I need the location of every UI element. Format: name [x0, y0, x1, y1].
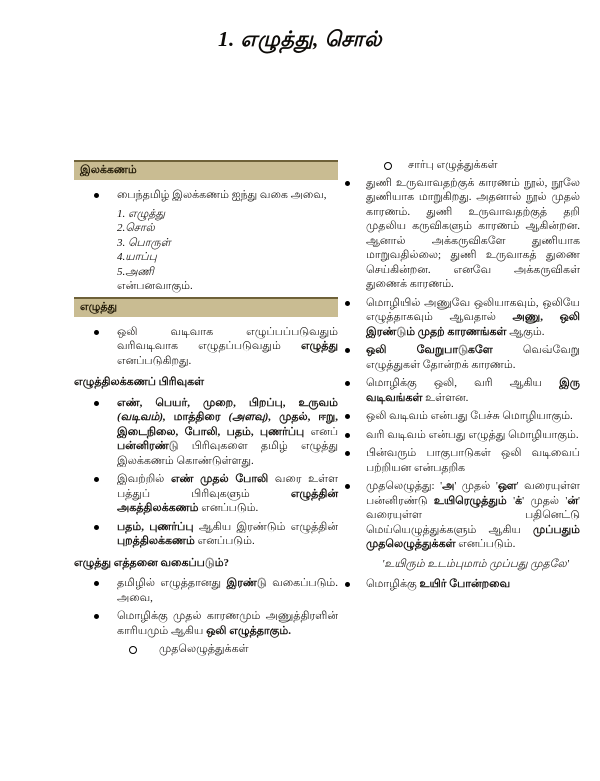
text-run: எழுத்தின் அகத்திலக்கணம் [117, 487, 338, 514]
text-run: சார்பு எழுத்துக்கள் [408, 159, 498, 171]
bullet-text [366, 377, 580, 404]
sub-bullet-item [344, 158, 580, 173]
text-run: எண் முதல் போலி [170, 473, 269, 485]
bullet-item [74, 472, 338, 516]
bullet-item [344, 176, 580, 292]
text-run: எனப் [304, 425, 339, 438]
text-run: தமிழில் எழுத்தானது [117, 577, 227, 589]
circle-bullet-icon [129, 646, 137, 654]
bullet-text [366, 410, 573, 422]
bullet-dot-icon [94, 525, 99, 530]
list-line: என்பனவாகும். [117, 280, 193, 292]
page-title: 1. எழுத்து, சொல் [217, 27, 383, 51]
circle-bullet-icon [384, 162, 392, 170]
sub-bullet-item [74, 642, 338, 657]
text-run: வரை உள்ள பத்துப் பிரிவுகளும் [117, 473, 338, 500]
bullet-dot-icon [345, 301, 350, 306]
text-run: மொழிக்கு [366, 578, 420, 590]
bullet-dot-icon [94, 401, 99, 406]
text-run: முதலெழுத்து: ' [366, 480, 443, 492]
bullet-dot-icon [94, 614, 99, 619]
text-run: எண், பெயர், முறை, பிறப்பு, உருவம் [117, 396, 338, 409]
text-run: பதம், புணர்ப்பு [117, 520, 194, 533]
text-run: முதல், ஈறு, இடைநிலை, போலி, பதம், புணர்ப்பு [117, 411, 338, 438]
sub-bullet-text [408, 159, 498, 171]
text-run: ' வரையுள்ள பதினெட்டு மெய்யெழுத்துக்களும் ஆகிய [366, 494, 580, 536]
bullet-item [74, 325, 338, 369]
bullet-item [344, 577, 580, 592]
text-run: அ [442, 480, 455, 492]
bullet-text [366, 344, 580, 371]
bullet-dot-icon [345, 433, 350, 438]
text-run: இரண்டு [226, 577, 267, 589]
text-run: பிரிவுகளை தமிழ் எழுத்து இலக்கணம் கொண்டுள்ளது. [117, 440, 338, 467]
bullet-item [344, 446, 580, 475]
text-run: உயிர் போன்றவை [419, 578, 511, 590]
text-run: ' வரையுள்ள பன்னிரண்டு [366, 480, 580, 507]
text-run: 'உயிரும் உடம்புமாம் முப்பது முதலே' [382, 557, 569, 570]
text-run: ன் [567, 494, 579, 507]
bullet-item [344, 479, 580, 552]
text-run: எனப்படும். [455, 538, 516, 550]
quote-line [344, 557, 580, 572]
bullet-text [366, 578, 510, 590]
bullet-dot-icon [94, 581, 99, 586]
list-line: 3. பொருள் [117, 236, 171, 249]
text-run: ஔ [497, 480, 517, 492]
text-run: ஒலி வடிவம் என்பது பேச்சு மொழியாகும். [366, 410, 573, 422]
text-run: துணி உருவாவதற்குக் காரணம் நூல், நூலே துணியாக மாறுகிறது. அதனால் நூல் முதல் காரணம். துணி உருவாவதற்குத் தறி முதலிய கருவிகளும் காரணம் ஆகின்றன. ஆனால் அக்கருவிகளே துணியாக மாறுவதில்லை; துணி உருவாகத் துணை செய்கின்றன. எனவே அக்கருவிகள் துணைக் காரணம். [366, 176, 580, 290]
bullet-item [344, 409, 580, 424]
bullet-text [366, 447, 580, 474]
text-run: ஆகும். [506, 325, 545, 338]
bullet-item [74, 396, 338, 469]
text-run: வகைப்படும். அவை, [117, 577, 338, 604]
text-run: இரு வடிவங்கள் [366, 377, 580, 404]
bullet-dot-icon [345, 484, 350, 489]
column-left [74, 158, 338, 660]
bullet-item [344, 428, 580, 443]
text-run: மொழிக்கு முதல் காரணமும் அணுத்திரளின் காரியமும் ஆகிய [117, 610, 338, 637]
list-line: 2.சொல் [117, 222, 155, 234]
bullet-dot-icon [345, 414, 350, 419]
text-run: உள்ளன. [422, 391, 469, 404]
list-line: 5.அணி [117, 265, 154, 278]
bullet-text [117, 610, 338, 637]
bullet-text [117, 473, 338, 514]
bullet-text [366, 480, 580, 550]
text-run: முதலெழுத்துக்கள் [159, 643, 249, 655]
text-run: மொழியில் அணுவே ஒலியாகவும், ஒலியே எழுத்தாகவும் ஆவதால் [366, 296, 580, 323]
text-run: ஒலி வடிவாக எழுப்பப்படுவதும் வரிவடிவாக எழுதப்படுவதும் [117, 325, 338, 352]
text-run: (அளவு), [228, 411, 272, 423]
text-run: மொழிக்கு ஒலி, வரி ஆகிய [366, 377, 560, 389]
text-run: க் [515, 494, 523, 507]
section-header-bar [74, 160, 338, 180]
section-header-label: இலக்கணம் [80, 164, 137, 176]
bullet-dot-icon [345, 381, 350, 386]
text-run: எனப்படுகிறது. [117, 354, 192, 367]
text-run: எனப்படும். [194, 535, 255, 547]
bullet-text [117, 189, 327, 201]
bullet-item [344, 296, 580, 340]
bullet-dot-icon [345, 181, 350, 186]
text-run: ஒலி எழுத்தாகும். [206, 624, 291, 637]
bullet-item [74, 520, 338, 549]
bullet-text [117, 577, 338, 604]
section-header-label: எழுத்து [80, 300, 118, 313]
bullet-item [74, 188, 338, 203]
text-run: ஆகிய இரண்டும் எழுத்தின் [193, 520, 338, 533]
text-run: பின்வரும் பாகுபாடுகள் ஒலி வடிவைப் பற்றியன என்பதறிக [366, 447, 580, 474]
text-run: ஒலி வேறுபாடுகளே [366, 344, 493, 356]
sub-bullet-text [159, 643, 249, 655]
sub-heading: எழுத்திலக்கணப் பிரிவுகள் [74, 376, 205, 388]
text-run: வெவ்வேறு எழுத்துகள் தோன்றக் காரணம். [366, 344, 580, 371]
bullet-dot-icon [94, 477, 99, 482]
text-run: எழுத்து [300, 340, 338, 352]
bullet-text [117, 397, 338, 467]
numbered-list [74, 207, 338, 294]
text-run: ' [506, 494, 516, 507]
bullet-dot-icon [94, 330, 99, 335]
text-run: பைந்தமிழ் இலக்கணம் ஐந்து வகை அவை, [117, 189, 327, 201]
bullet-text [366, 177, 580, 291]
text-run: (வடிவம்), [117, 411, 166, 423]
bullet-item [74, 576, 338, 605]
sub-heading: எழுத்து எத்தனை வகைப்படும்? [74, 556, 230, 569]
section-header-bar [74, 297, 338, 317]
text-run: மாத்திரை [165, 411, 229, 423]
bullet-dot-icon [345, 582, 350, 587]
column-right [344, 158, 580, 596]
text-run: உயிரெழுத்தும் [433, 494, 507, 507]
text-run: பன்னிரண்டு [117, 440, 179, 452]
bullet-text [117, 326, 338, 367]
bullet-text [366, 297, 580, 338]
bullet-item [344, 343, 580, 372]
list-line: 1. எழுத்து [117, 207, 166, 220]
bullet-text [366, 429, 579, 441]
text-run: எனப்படும். [198, 502, 259, 514]
bullet-dot-icon [345, 451, 350, 456]
text-run: ' முதல் ' [454, 480, 498, 492]
bullet-item [74, 609, 338, 638]
text-run: ' முதல் ' [522, 494, 568, 507]
text-run: புறத்திலக்கணம் [117, 535, 195, 547]
text-run: இவற்றில் [117, 473, 171, 485]
bullet-dot-icon [94, 193, 99, 198]
text-run: அணு, ஒலி இரண்டும் முதற் காரணங்கள் [366, 311, 580, 338]
bullet-text [117, 521, 338, 548]
text-run: வரி வடிவம் என்பது எழுத்து மொழியாகும். [366, 428, 579, 441]
text-run: முப்பதும் முதலெழுத்துக்கள் [366, 523, 580, 550]
list-line: 4.யாப்பு [117, 251, 157, 263]
bullet-item [344, 376, 580, 405]
bullet-dot-icon [345, 348, 350, 353]
